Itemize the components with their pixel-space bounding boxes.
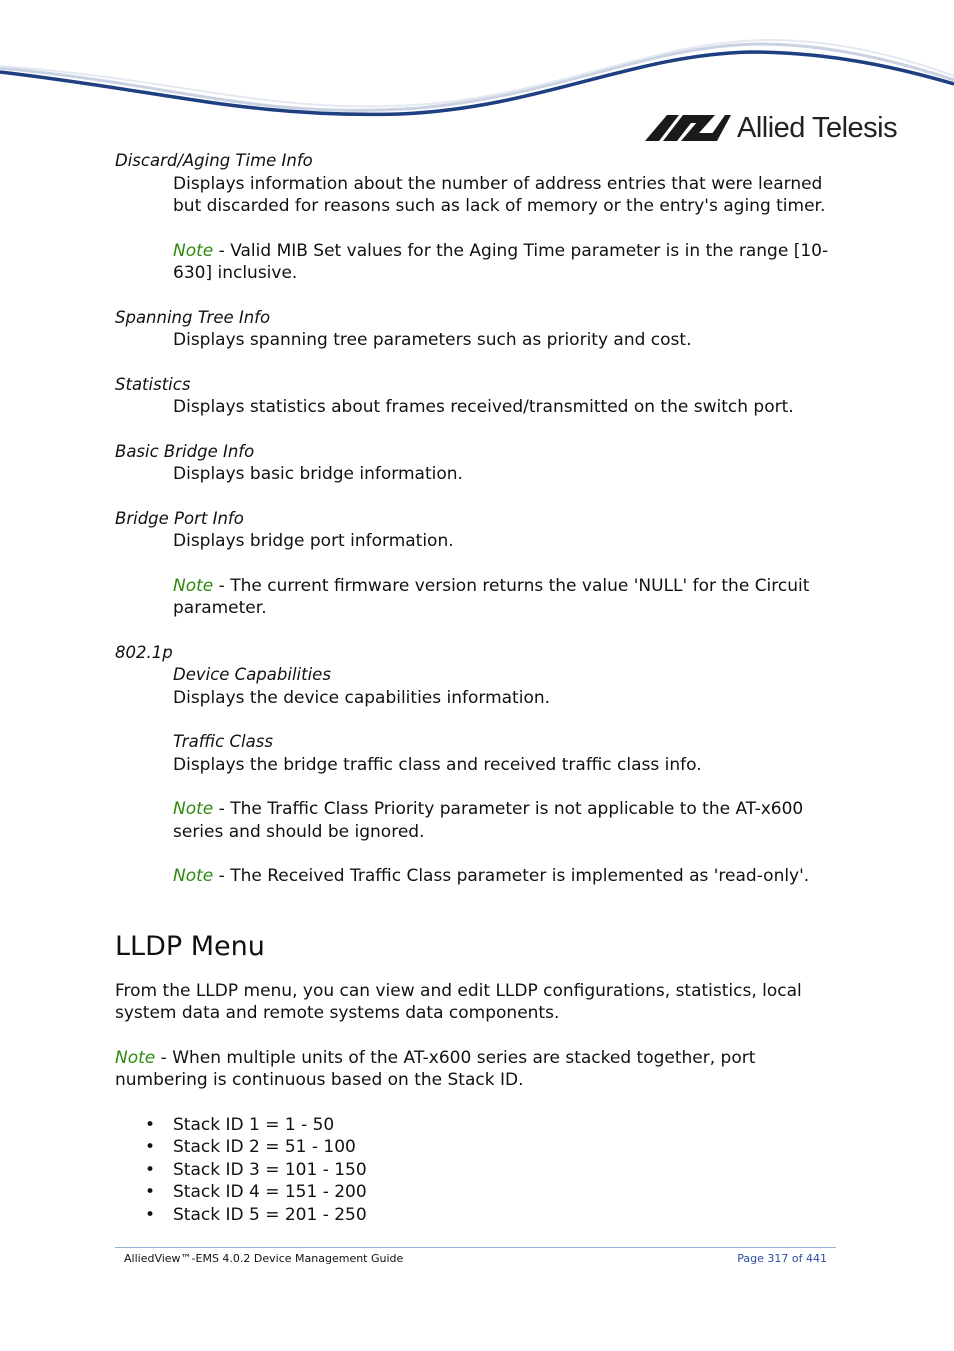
footer-page-number: Page 317 of 441 bbox=[737, 1252, 827, 1265]
footer-divider bbox=[115, 1247, 836, 1248]
note-label: Note bbox=[173, 799, 214, 819]
entry-bridge-port bbox=[115, 508, 835, 620]
entry-desc: Displays bridge port information. bbox=[173, 531, 454, 551]
entry-desc: Displays statistics about frames received/transmitted on the switch port. bbox=[173, 397, 794, 417]
entry-note bbox=[173, 575, 835, 620]
list-item-text: Stack ID 1 = 1 - 50 bbox=[173, 1114, 335, 1135]
entry-discard-aging bbox=[115, 150, 835, 285]
entry-8021p bbox=[115, 642, 835, 888]
bullet: • bbox=[145, 1182, 156, 1202]
entry-basic-bridge bbox=[115, 441, 835, 486]
subentry-term: Traffic Class bbox=[173, 732, 273, 751]
entry-term: Statistics bbox=[115, 374, 191, 394]
bullet: • bbox=[145, 1204, 156, 1225]
entry-statistics bbox=[115, 374, 835, 419]
entry-term: Basic Bridge Info bbox=[115, 441, 255, 461]
lldp-note bbox=[115, 1047, 835, 1092]
note-text: - The Received Traffic Class parameter is implemented as 'read-only'. bbox=[218, 866, 810, 886]
note-text: - The Traffic Class Priority parameter is not applicable to the AT-x600 series and should be ignored. bbox=[173, 799, 804, 842]
list-item-text: Stack ID 2 = 51 - 100 bbox=[173, 1137, 356, 1157]
list-item bbox=[115, 1181, 835, 1204]
list-item bbox=[115, 1204, 835, 1227]
section-title: LLDP Menu bbox=[115, 930, 265, 962]
list-item-text: Stack ID 5 = 201 - 250 bbox=[173, 1204, 367, 1225]
entry-note bbox=[173, 240, 835, 285]
note-label: Note bbox=[173, 575, 214, 596]
bullet: • bbox=[145, 1137, 156, 1157]
entry-spanning-tree bbox=[115, 307, 835, 352]
subentry-desc: Displays the device capabilities information. bbox=[173, 687, 551, 708]
list-item-text: Stack ID 3 = 101 - 150 bbox=[173, 1159, 367, 1180]
list-item bbox=[115, 1114, 835, 1137]
entry-term: Discard/Aging Time Info bbox=[115, 151, 313, 170]
note-label: Note bbox=[115, 1047, 156, 1068]
footer-guide-title: AlliedView™-EMS 4.0.2 Device Management Guide bbox=[124, 1252, 404, 1265]
entry-term: 802.1p bbox=[115, 642, 173, 662]
note-text: - The current firmware version returns the value 'NULL' for the Circuit parameter. bbox=[173, 575, 810, 618]
entry-note bbox=[173, 865, 835, 888]
logo-text: Allied Telesis bbox=[737, 111, 898, 144]
entry-desc: Displays basic bridge information. bbox=[173, 464, 463, 484]
page-content bbox=[115, 150, 835, 1226]
entry-term: Spanning Tree Info bbox=[115, 307, 271, 327]
entry-term: Bridge Port Info bbox=[115, 508, 244, 528]
allied-telesis-logo-mark-icon bbox=[645, 115, 731, 141]
subentry-term: Device Capabilities bbox=[173, 665, 331, 684]
bullet: • bbox=[145, 1114, 156, 1135]
note-text: - Valid MIB Set values for the Aging Time parameter is in the range [10-630] inclusive. bbox=[173, 240, 829, 283]
entry-desc: Displays information about the number of address entries that were learned but discarded for reasons such as lack of memory or the entry's aging timer. bbox=[173, 173, 826, 216]
subentry-desc: Displays the bridge traffic class and received traffic class info. bbox=[173, 754, 702, 775]
note-text: - When multiple units of the AT-x600 series are stacked together, port numbering is continuous based on the Stack ID. bbox=[115, 1047, 756, 1090]
lldp-intro: From the LLDP menu, you can view and edit LLDP configurations, statistics, local system data and remote systems data components. bbox=[115, 980, 802, 1023]
stack-id-list bbox=[115, 1114, 835, 1227]
bullet: • bbox=[145, 1159, 156, 1180]
entry-note bbox=[173, 798, 835, 843]
allied-telesis-logo bbox=[645, 110, 905, 146]
entry-desc: Displays spanning tree parameters such as priority and cost. bbox=[173, 330, 692, 350]
note-label: Note bbox=[173, 866, 214, 886]
list-item bbox=[115, 1159, 835, 1182]
list-item-text: Stack ID 4 = 151 - 200 bbox=[173, 1182, 367, 1202]
list-item bbox=[115, 1136, 835, 1159]
note-label: Note bbox=[173, 240, 214, 261]
